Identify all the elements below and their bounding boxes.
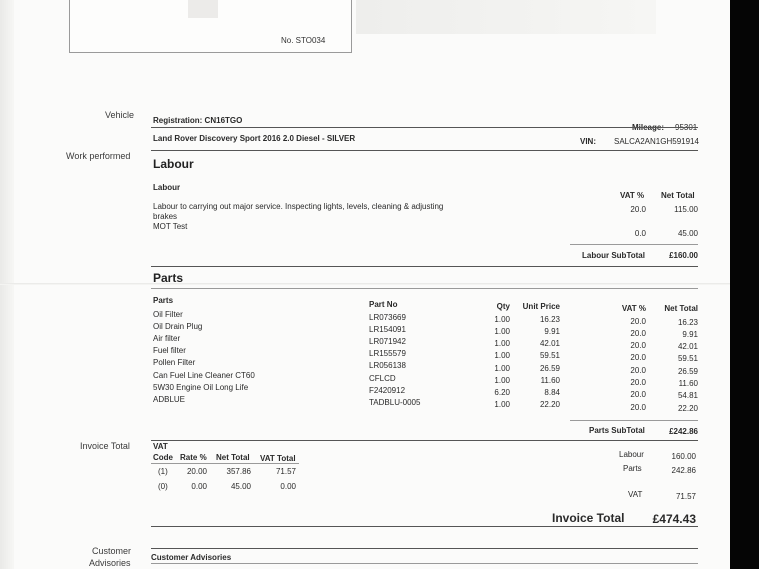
work-section-label: Work performed: [66, 151, 131, 161]
part-row-1-name: Oil Filter: [153, 310, 183, 319]
vat-row-2-vat: 0.00: [280, 482, 296, 491]
advisories-heading: Customer Advisories: [151, 553, 232, 562]
part-row-8-vat: 20.0: [630, 403, 646, 412]
parts-col-vat: VAT %: [621, 304, 646, 313]
labour-item-2-desc: MOT Test: [153, 222, 188, 231]
total-vat-value: 71.57: [675, 492, 696, 501]
part-row-6-partno: CFLCD: [369, 374, 396, 383]
labour-net-header: Net Total: [661, 191, 695, 200]
part-row-5-net: 26.59: [677, 367, 698, 376]
total-labour-value: 160.00: [671, 452, 696, 461]
labour-item-1-desc-cont: brakes: [153, 212, 178, 221]
part-row-5-name: Pollen Filter: [153, 358, 196, 367]
part-row-4-net: 59.51: [677, 354, 698, 363]
part-row-7-vat: 20.0: [630, 390, 646, 399]
total-parts-label: Parts: [623, 464, 642, 473]
part-row-3-partno: LR071942: [369, 337, 406, 346]
total-parts-value: 242.86: [671, 466, 696, 475]
vehicle-section-label: Vehicle: [105, 110, 135, 120]
part-row-8-price: 22.20: [539, 400, 560, 409]
part-row-2-partno: LR154091: [369, 325, 406, 334]
part-row-4-price: 59.51: [539, 351, 560, 360]
part-row-3-qty: 1.00: [494, 339, 510, 348]
total-labour-label: Labour: [619, 450, 644, 459]
part-row-2-qty: 1.00: [494, 327, 510, 336]
total-vat-label: VAT: [628, 490, 643, 499]
part-row-2-name: Oil Drain Plug: [153, 322, 203, 331]
advisories-section-label-2: Advisories: [89, 558, 131, 568]
redacted-logo: [188, 0, 218, 18]
labour-item-1-desc: Labour to carrying out major service. Inspecting lights, levels, cleaning & adjusting: [153, 202, 444, 211]
vehicle-description: Land Rover Discovery Sport 2016 2.0 Diesel - SILVER: [153, 134, 356, 143]
vat-header-rule: [151, 463, 299, 464]
labour-vat-header: VAT %: [620, 191, 645, 200]
labour-subtotal-rule: [570, 244, 698, 245]
part-row-8-partno: TADBLU-0005: [369, 398, 421, 407]
part-row-7-net: 54.81: [677, 391, 698, 400]
vat-row-2-rate: 0.00: [191, 482, 207, 491]
labour-item-1-net: 115.00: [674, 205, 698, 214]
vat-row-1-net: 357.86: [226, 467, 251, 476]
part-row-6-vat: 20.0: [630, 378, 646, 387]
labour-item-1-vat: 20.0: [630, 205, 646, 214]
document-number: No. STO034: [281, 36, 326, 45]
parts-subtotal-rule: [570, 420, 698, 421]
labour-subtotal-value: £160.00: [669, 251, 698, 260]
parts-heading-rule: [151, 288, 698, 289]
part-row-4-qty: 1.00: [494, 351, 510, 360]
vat-col-vat: VAT Total: [260, 454, 296, 463]
scan-border: [730, 0, 759, 569]
part-row-4-vat: 20.0: [630, 353, 646, 362]
part-row-1-qty: 1.00: [494, 315, 510, 324]
parts-col-qty: Qty: [496, 302, 510, 311]
part-row-1-net: 16.23: [677, 318, 698, 327]
labour-item-2-net: 45.00: [677, 229, 698, 238]
part-row-1-price: 16.23: [539, 315, 560, 324]
parts-col-price: Unit Price: [522, 302, 560, 311]
part-row-1-vat: 20.0: [630, 317, 646, 326]
labour-subtotal-label: Labour SubTotal: [582, 251, 645, 260]
labour-col-header: Labour: [153, 183, 181, 192]
vat-col-code: Code: [153, 453, 173, 462]
redacted-area: [356, 0, 656, 34]
part-row-7-partno: F2420912: [369, 386, 406, 395]
invoice-total-value: £474.43: [652, 512, 696, 526]
labour-item-2-vat: 0.0: [634, 229, 646, 238]
part-row-4-partno: LR155579: [369, 349, 406, 358]
vat-row-1-rate: 20.00: [186, 467, 207, 476]
part-row-5-partno: LR056138: [369, 361, 406, 370]
part-row-2-vat: 20.0: [630, 329, 646, 338]
part-row-5-price: 26.59: [539, 364, 560, 373]
vat-col-net: Net Total: [216, 453, 250, 462]
vat-row-1-vat: 71.57: [275, 467, 296, 476]
vin-label: VIN:: [580, 137, 596, 146]
registration: Registration: CN16TGO: [153, 116, 243, 125]
parts-heading: Parts: [153, 271, 184, 285]
parts-bottom-rule: [151, 440, 698, 441]
part-row-8-net: 22.20: [677, 404, 698, 413]
part-row-2-net: 9.91: [682, 330, 698, 339]
vat-heading: VAT: [153, 442, 168, 451]
part-row-3-vat: 20.0: [630, 341, 646, 350]
advisories-heading-rule: [151, 563, 698, 564]
labour-heading: Labour: [153, 157, 194, 171]
parts-col-name: Parts: [153, 296, 174, 305]
parts-col-partno: Part No: [369, 300, 398, 309]
part-row-7-price: 8.84: [544, 388, 560, 397]
part-row-5-qty: 1.00: [494, 364, 510, 373]
invoice-total-rule: [151, 526, 698, 527]
vat-row-1-code: (1): [158, 467, 168, 476]
parts-col-net: Net Total: [664, 304, 698, 313]
vehicle-rule: [151, 127, 698, 128]
header-box: [69, 0, 352, 53]
invoice-total-label: Invoice Total: [552, 511, 625, 525]
advisories-rule: [151, 548, 698, 549]
paper-fold: [0, 283, 730, 285]
part-row-1-partno: LR073669: [369, 313, 406, 322]
parts-subtotal-label: Parts SubTotal: [589, 426, 645, 435]
vehicle-rule-bottom: [151, 150, 698, 151]
vat-col-rate: Rate %: [180, 453, 207, 462]
part-row-3-price: 42.01: [539, 339, 560, 348]
part-row-4-name: Fuel filter: [153, 346, 186, 355]
part-row-6-name: Can Fuel Line Cleaner CT60: [153, 371, 255, 380]
part-row-8-name: ADBLUE: [153, 395, 186, 404]
labour-bottom-rule: [151, 266, 698, 267]
part-row-6-price: 11.60: [540, 376, 560, 385]
advisories-section-label-1: Customer: [92, 546, 132, 556]
part-row-6-qty: 1.00: [494, 376, 510, 385]
part-row-5-vat: 20.0: [630, 366, 646, 375]
part-row-7-name: 5W30 Engine Oil Long Life: [153, 383, 249, 392]
vin-value: SALCA2AN1GH591914: [614, 137, 699, 146]
part-row-8-qty: 1.00: [494, 400, 510, 409]
parts-subtotal-value: £242.86: [669, 427, 698, 436]
vat-row-2-code: (0): [158, 482, 168, 491]
vat-row-2-net: 45.00: [230, 482, 251, 491]
part-row-3-name: Air filter: [153, 334, 181, 343]
part-row-6-net: 11.60: [678, 379, 698, 388]
part-row-7-qty: 6.20: [494, 388, 510, 397]
part-row-3-net: 42.01: [677, 342, 698, 351]
part-row-2-price: 9.91: [544, 327, 560, 336]
invoice-total-section-label: Invoice Total: [80, 441, 130, 451]
